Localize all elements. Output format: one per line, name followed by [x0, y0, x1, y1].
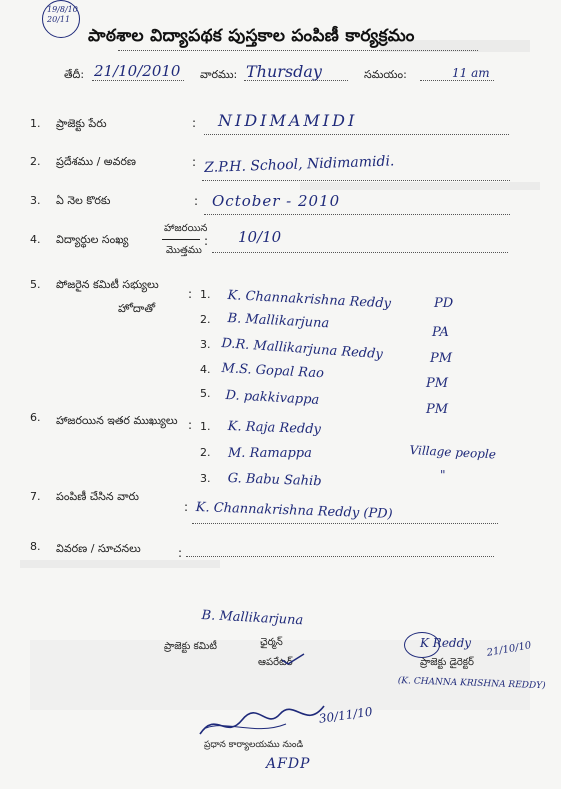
- field-4-label: విద్యార్థుల సంఖ్య: [56, 233, 129, 246]
- field-3-colon: :: [194, 194, 199, 208]
- member-5-role: PM: [426, 402, 449, 417]
- director-title: ప్రాజెక్టు డైరెక్టర్: [420, 657, 474, 668]
- field-1-line: [204, 134, 509, 135]
- other-3-index: 3.: [200, 472, 211, 485]
- field-4-colon: :: [204, 234, 209, 248]
- field-1-label: ప్రాజెక్టు పేరు: [56, 117, 107, 130]
- field-2-line: [202, 180, 510, 181]
- headquarters-title: ప్రధాన కార్యాలయము నుండి: [204, 740, 304, 750]
- member-1-name: K. Channakrishna Reddy: [227, 288, 392, 312]
- remarks-number: 8.: [30, 540, 41, 553]
- field-1-number: 1.: [30, 117, 41, 130]
- field-4-line: [212, 252, 508, 253]
- time-label: సమయం:: [364, 68, 407, 81]
- chairman-title-operator: ఆపరేటర్: [258, 657, 293, 668]
- distributed-number: 7.: [30, 490, 41, 503]
- member-3-index: 3.: [200, 338, 211, 351]
- others-label: హాజరయిన ఇతర ముఖ్యులు: [56, 414, 178, 427]
- headquarters-sign-date: 30/11/10: [318, 704, 374, 726]
- field-2-label: ప్రదేశము / అవరణ: [56, 155, 137, 168]
- director-name: (K. CHANNA KRISHNA REDDY): [397, 676, 546, 692]
- day-value: Thursday: [246, 62, 322, 81]
- distributed-colon: :: [184, 500, 189, 514]
- other-3-name: G. Babu Sahib: [227, 471, 322, 490]
- member-4-name: M.S. Gopal Rao: [221, 361, 325, 382]
- committee-number: 5.: [30, 278, 41, 291]
- field-3-number: 3.: [30, 194, 41, 207]
- field-4-fraction-bar: [162, 239, 200, 240]
- field-1-value: NIDIMAMIDI: [218, 111, 358, 130]
- day-label: వారము:: [200, 68, 238, 81]
- member-3-role: PM: [430, 351, 453, 366]
- director-signature: K Reddy: [420, 636, 472, 650]
- checkmark-icon: [280, 652, 306, 666]
- distributed-value: K. Channakrishna Reddy (PD): [195, 500, 393, 522]
- others-colon: :: [188, 418, 193, 432]
- date-value: 21/10/2010: [94, 62, 181, 80]
- round-stamp: [42, 0, 80, 38]
- member-2-role: PA: [432, 325, 449, 340]
- committee-label: పోజరైన కమిటీ సభ్యులు: [56, 278, 159, 291]
- other-1-index: 1.: [200, 420, 211, 433]
- ditto-mark: ": [440, 468, 446, 482]
- remarks-line: [186, 556, 494, 557]
- chairman-title-committee: ప్రాజెక్టు కమిటీ: [164, 641, 217, 652]
- headquarters-initials: AFDP: [266, 756, 311, 772]
- field-4-label-total: మొత్తము: [166, 245, 202, 256]
- field-2-colon: :: [192, 155, 197, 169]
- date-label: తేదీ:: [64, 68, 85, 81]
- field-3-line: [204, 214, 510, 215]
- member-3-name: D.R. Mallikarjuna Reddy: [220, 336, 384, 363]
- member-1-index: 1.: [200, 288, 211, 301]
- member-5-index: 5.: [200, 387, 211, 400]
- date-line: [92, 80, 184, 81]
- field-4-value: 10/10: [238, 228, 282, 246]
- show-through-mark: [300, 182, 540, 190]
- field-2-number: 2.: [30, 155, 41, 168]
- committee-sub-label: హోదాతో: [118, 302, 156, 315]
- remarks-colon: :: [178, 546, 183, 560]
- document-title: పాఠశాల విద్యాపథక పుస్తకాల పంపిణీ కార్యక్రమం: [88, 26, 415, 46]
- member-1-role: PD: [434, 296, 454, 311]
- title-underline: [118, 50, 478, 51]
- member-2-index: 2.: [200, 313, 211, 326]
- stamp-text: 19/8/10 20/11: [47, 5, 78, 24]
- chairman-signature: B. Mallikarjuna: [201, 608, 304, 629]
- field-3-label: ఏ నెల కొరకు: [56, 194, 111, 207]
- field-3-value: October - 2010: [212, 192, 341, 210]
- other-2-index: 2.: [200, 446, 211, 459]
- committee-colon: :: [188, 287, 193, 301]
- time-line: [420, 80, 494, 81]
- others-note: Village people: [409, 443, 497, 462]
- member-4-index: 4.: [200, 363, 211, 376]
- member-4-role: PM: [426, 376, 449, 391]
- member-5-name: D. pakkivappa: [225, 388, 320, 408]
- other-1-name: K. Raja Reddy: [227, 419, 322, 438]
- field-4-number: 4.: [30, 233, 41, 246]
- director-sign-date: 21/10/10: [486, 640, 533, 659]
- other-2-name: M. Ramappa: [228, 446, 312, 461]
- member-2-name: B. Mallikarjuna: [227, 311, 330, 332]
- distributed-label: పంపిణీ చేసిన వారు: [56, 490, 139, 503]
- field-1-colon: :: [192, 116, 197, 130]
- distributed-line: [192, 523, 498, 524]
- others-number: 6.: [30, 411, 41, 424]
- time-value: 11 am: [452, 66, 490, 80]
- field-4-label-present: హాజరయిన: [164, 223, 208, 234]
- day-line: [244, 80, 348, 81]
- chairman-title-chairman: ఛైర్మన్: [260, 637, 283, 648]
- field-2-value: Z.P.H. School, Nidimamidi.: [204, 153, 395, 176]
- remarks-label: వివరణ / సూచనలు: [56, 542, 141, 555]
- show-through-mark: [20, 560, 220, 568]
